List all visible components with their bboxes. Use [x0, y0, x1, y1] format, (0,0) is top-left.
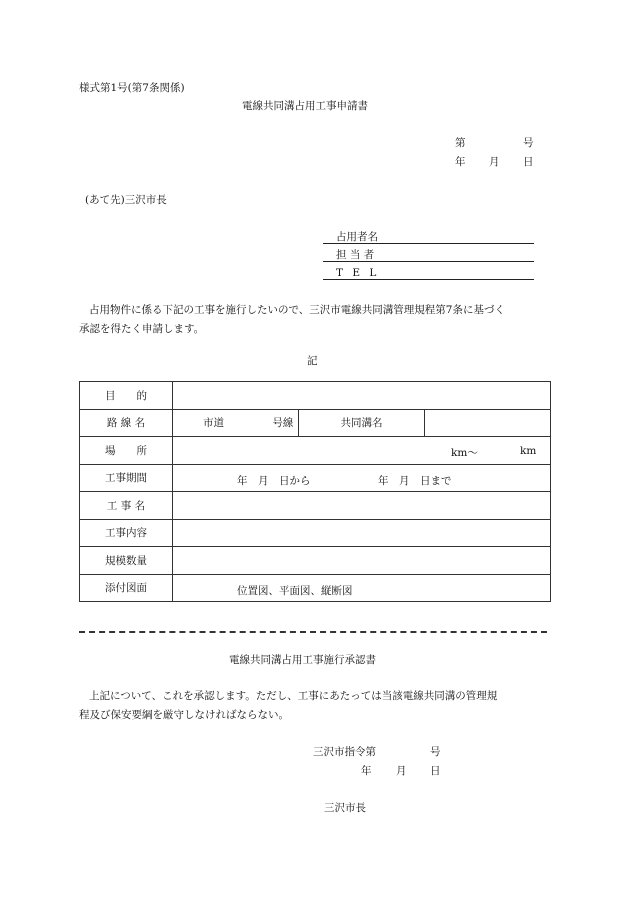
addressee: (あて先)三沢市長 — [85, 194, 167, 206]
document-title: 電線共同溝占用工事申請書 — [242, 100, 368, 112]
row-work-content — [80, 519, 551, 547]
row-scale — [80, 547, 551, 575]
row-attachments — [80, 574, 551, 602]
approval-day: 日 — [430, 765, 441, 777]
approval-year: 年 — [361, 765, 372, 777]
work-name-cell[interactable] — [173, 492, 551, 520]
date-year: 年 — [455, 156, 466, 168]
approval-month: 月 — [396, 765, 407, 777]
date-month: 月 — [489, 156, 500, 168]
purpose-cell[interactable] — [173, 382, 551, 410]
row-work-name — [80, 492, 551, 520]
work-content-cell[interactable] — [173, 519, 551, 547]
location-cell[interactable] — [173, 437, 551, 465]
occupant-label: 占用者名 — [336, 231, 378, 243]
cut-line — [79, 631, 547, 633]
period-to: 年 月 日まで — [378, 474, 452, 487]
work-content-label: 工事内容 — [80, 519, 173, 547]
purpose-label: 目 的 — [80, 382, 173, 410]
row-location — [80, 437, 551, 465]
person-line[interactable] — [323, 261, 534, 262]
location-label: 場 所 — [80, 437, 173, 465]
route-cell[interactable] — [173, 409, 299, 437]
row-route — [80, 409, 551, 437]
location-km-to: km — [520, 445, 537, 457]
date-day: 日 — [523, 156, 534, 168]
tel-label: T E L — [336, 267, 377, 279]
request-text-line2: 承認を得たく申請します。 — [79, 323, 205, 335]
route-label: 路 線 名 — [80, 409, 173, 437]
period-label: 工事期間 — [80, 464, 173, 492]
approval-text-line1: 上記について、これを承認します。ただし、工事にあたっては当該電線共同溝の管理規 — [89, 690, 498, 702]
period-from: 年 月 日から — [237, 474, 311, 487]
attachments-value: 位置図、平面図、縦断図 — [237, 584, 353, 597]
period-cell[interactable] — [173, 464, 551, 492]
location-km-from: km〜 — [451, 447, 478, 459]
person-label: 担 当 者 — [336, 249, 375, 261]
tel-line[interactable] — [323, 279, 534, 280]
attachments-cell[interactable] — [173, 574, 551, 602]
approval-mayor: 三沢市長 — [324, 802, 366, 814]
row-period — [80, 464, 551, 492]
approval-title: 電線共同溝占用工事施行承認書 — [229, 654, 376, 666]
row-purpose — [80, 382, 551, 410]
ki-label: 記 — [307, 355, 318, 367]
number-gou: 号 — [523, 137, 534, 149]
number-dai: 第 — [455, 137, 466, 149]
occupant-line[interactable] — [323, 243, 534, 244]
attachments-label: 添付図面 — [80, 574, 173, 602]
conduit-cell[interactable] — [425, 409, 551, 437]
scale-cell[interactable] — [173, 547, 551, 575]
request-text-line1: 占用物件に係る下記の工事を施行したいので、三沢市電線共同溝管理規程第7条に基づく — [89, 304, 505, 316]
order-suffix: 号 — [430, 746, 441, 758]
work-name-label: 工 事 名 — [80, 492, 173, 520]
approval-text-line2: 程及び保安要綱を厳守しなければならない。 — [79, 709, 289, 721]
scale-label: 規模数量 — [80, 547, 173, 575]
conduit-label: 共同溝名 — [299, 409, 425, 437]
application-table — [79, 381, 551, 602]
form-number: 様式第1号(第7条関係) — [79, 82, 185, 94]
order-prefix: 三沢市指令第 — [313, 746, 376, 758]
route-city-road: 市道 — [203, 417, 224, 430]
route-number: 号線 — [272, 417, 294, 430]
